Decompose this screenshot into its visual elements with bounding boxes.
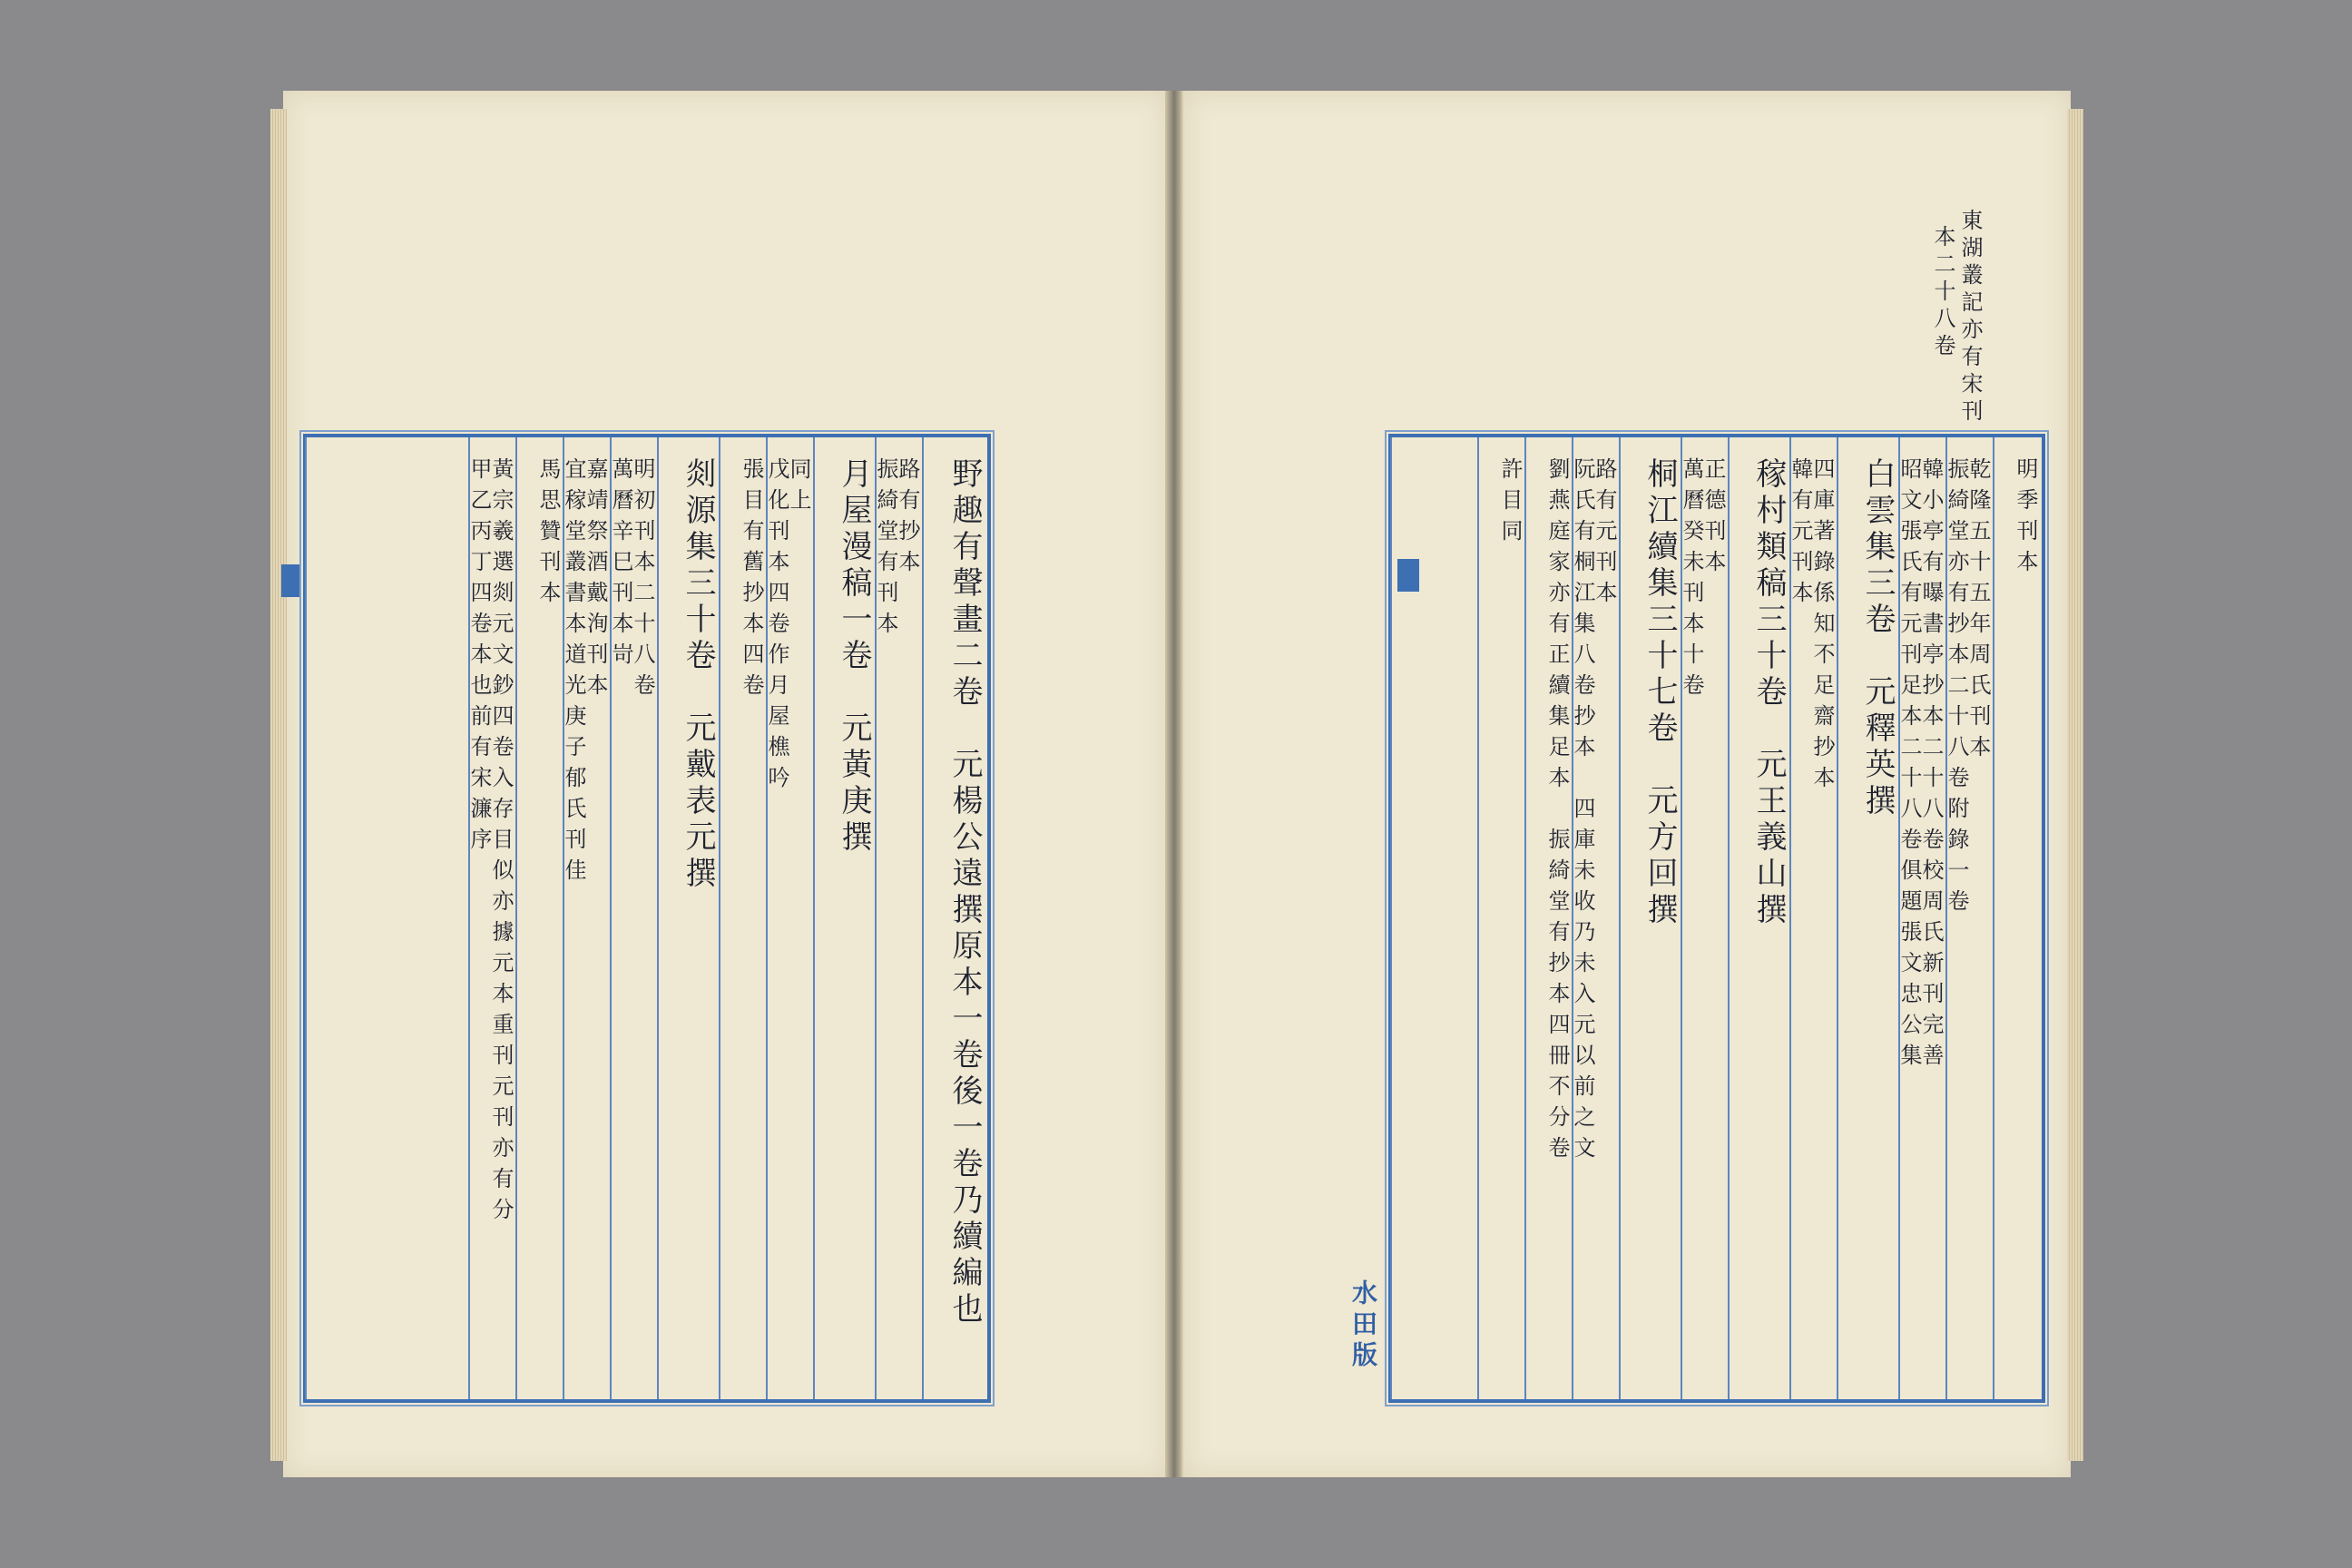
- right-col-8: [1619, 437, 1682, 1399]
- note-text: 宜稼堂叢書本道光庚子郁氏刊佳: [561, 457, 586, 889]
- note-text: 乾隆五十五年周氏刊本: [1965, 457, 1991, 766]
- open-book: [283, 91, 2069, 1477]
- right-col-7: [1681, 437, 1730, 1399]
- note-text: 戊化刊本四卷作月屋樵吟: [764, 457, 789, 797]
- note-text: 明季刊本: [2013, 457, 2038, 581]
- note-text: 振綺堂有刊本: [873, 457, 898, 642]
- right-col-3: [1898, 437, 1947, 1399]
- right-page-edge: [2067, 109, 2083, 1461]
- book-entry-text: 月屋漫稿一卷 元黃庚撰: [836, 457, 872, 857]
- book-entry-text: 桐江續集三十七卷 元方回撰: [1642, 457, 1678, 929]
- note-text: 黃宗羲選剡元文鈔四卷入存目似亦據元本重刊元刊亦有分: [488, 457, 514, 1229]
- top-marginal-note-2: 本二十八卷: [1930, 225, 1955, 361]
- note-text: 振綺堂亦有抄本二十八卷附錄一卷: [1944, 457, 1969, 920]
- note-text: 劉燕庭家亦有正續集足本 振綺堂有抄本四冊不分卷: [1544, 457, 1570, 1167]
- note-text: 阮氏有桐江集八卷抄本 四庫未收乃未入元以前之文: [1570, 457, 1595, 1167]
- right-empty-column: [1390, 437, 1479, 1399]
- right-col-9: [1572, 437, 1621, 1399]
- left-col-3: [813, 437, 877, 1399]
- left-page: [283, 91, 1169, 1477]
- note-text: 路有抄本: [895, 457, 920, 581]
- note-text: 昭文張氏有元刊足本二十八卷俱題張文忠公集: [1896, 457, 1922, 1074]
- book-entry-text: 白雲集三卷 元釋英撰: [1859, 457, 1896, 820]
- book-entry-text: 剡源集三十卷 元戴表元撰: [680, 457, 716, 893]
- left-col-10: [468, 437, 517, 1399]
- book-entry-text: 野趣有聲畫二卷 元楊公遠撰原本一卷後一卷乃續編也: [946, 457, 983, 1328]
- left-text-frame: [303, 434, 991, 1403]
- note-text: 韓有元刊本: [1788, 457, 1813, 612]
- note-text: 明初刊本二十八卷: [630, 457, 655, 704]
- left-col-2: [875, 437, 924, 1399]
- left-page-edge: [270, 109, 287, 1461]
- note-text: 嘉靖祭酒戴洵刊本: [583, 457, 608, 704]
- note-text: 正德刊本: [1700, 457, 1726, 581]
- note-text: 四庫著錄係知不足齋抄本: [1809, 457, 1835, 797]
- note-text: 張目有舊抄本四卷: [739, 457, 764, 704]
- note-text: 路有元刊本: [1592, 457, 1617, 612]
- note-text: 許目同: [1497, 457, 1523, 550]
- printer-mark: 水田版: [1348, 1279, 1378, 1372]
- top-marginal-note-1: 東湖叢記亦有宋刊: [1957, 209, 1983, 426]
- right-col-4: [1837, 437, 1900, 1399]
- right-col-11: [1477, 437, 1526, 1399]
- note-text: 馬思贊刊本: [535, 457, 561, 612]
- left-col-5: [719, 437, 768, 1399]
- book-entry-text: 稼村類稿三十卷 元王義山撰: [1750, 457, 1787, 929]
- right-page: [1181, 91, 2071, 1477]
- left-col-9: [515, 437, 564, 1399]
- right-col-10: [1524, 437, 1573, 1399]
- note-text: 萬曆癸未刊本十卷: [1679, 457, 1704, 704]
- right-col-2: [1945, 437, 1994, 1399]
- left-col-8: [563, 437, 612, 1399]
- note-text: 同上: [786, 457, 811, 519]
- left-col-6: [657, 437, 720, 1399]
- right-col-1: [1993, 437, 2042, 1399]
- right-col-6: [1728, 437, 1791, 1399]
- left-empty-columns: [305, 437, 470, 1399]
- book-gutter: [1165, 91, 1183, 1477]
- note-text: 韓小亭有曝書亭抄本二十八卷校周氏新刊完善: [1918, 457, 1944, 1074]
- right-col-5: [1789, 437, 1838, 1399]
- left-col-4: [766, 437, 815, 1399]
- left-col-1: [922, 437, 987, 1399]
- right-text-frame: [1388, 434, 2045, 1403]
- fish-tail-mark-left: [281, 564, 303, 597]
- note-text: 萬曆辛巳刊本岢: [608, 457, 633, 673]
- left-col-7: [610, 437, 659, 1399]
- note-text: 甲乙丙丁四卷本也前有宋濂序: [466, 457, 492, 858]
